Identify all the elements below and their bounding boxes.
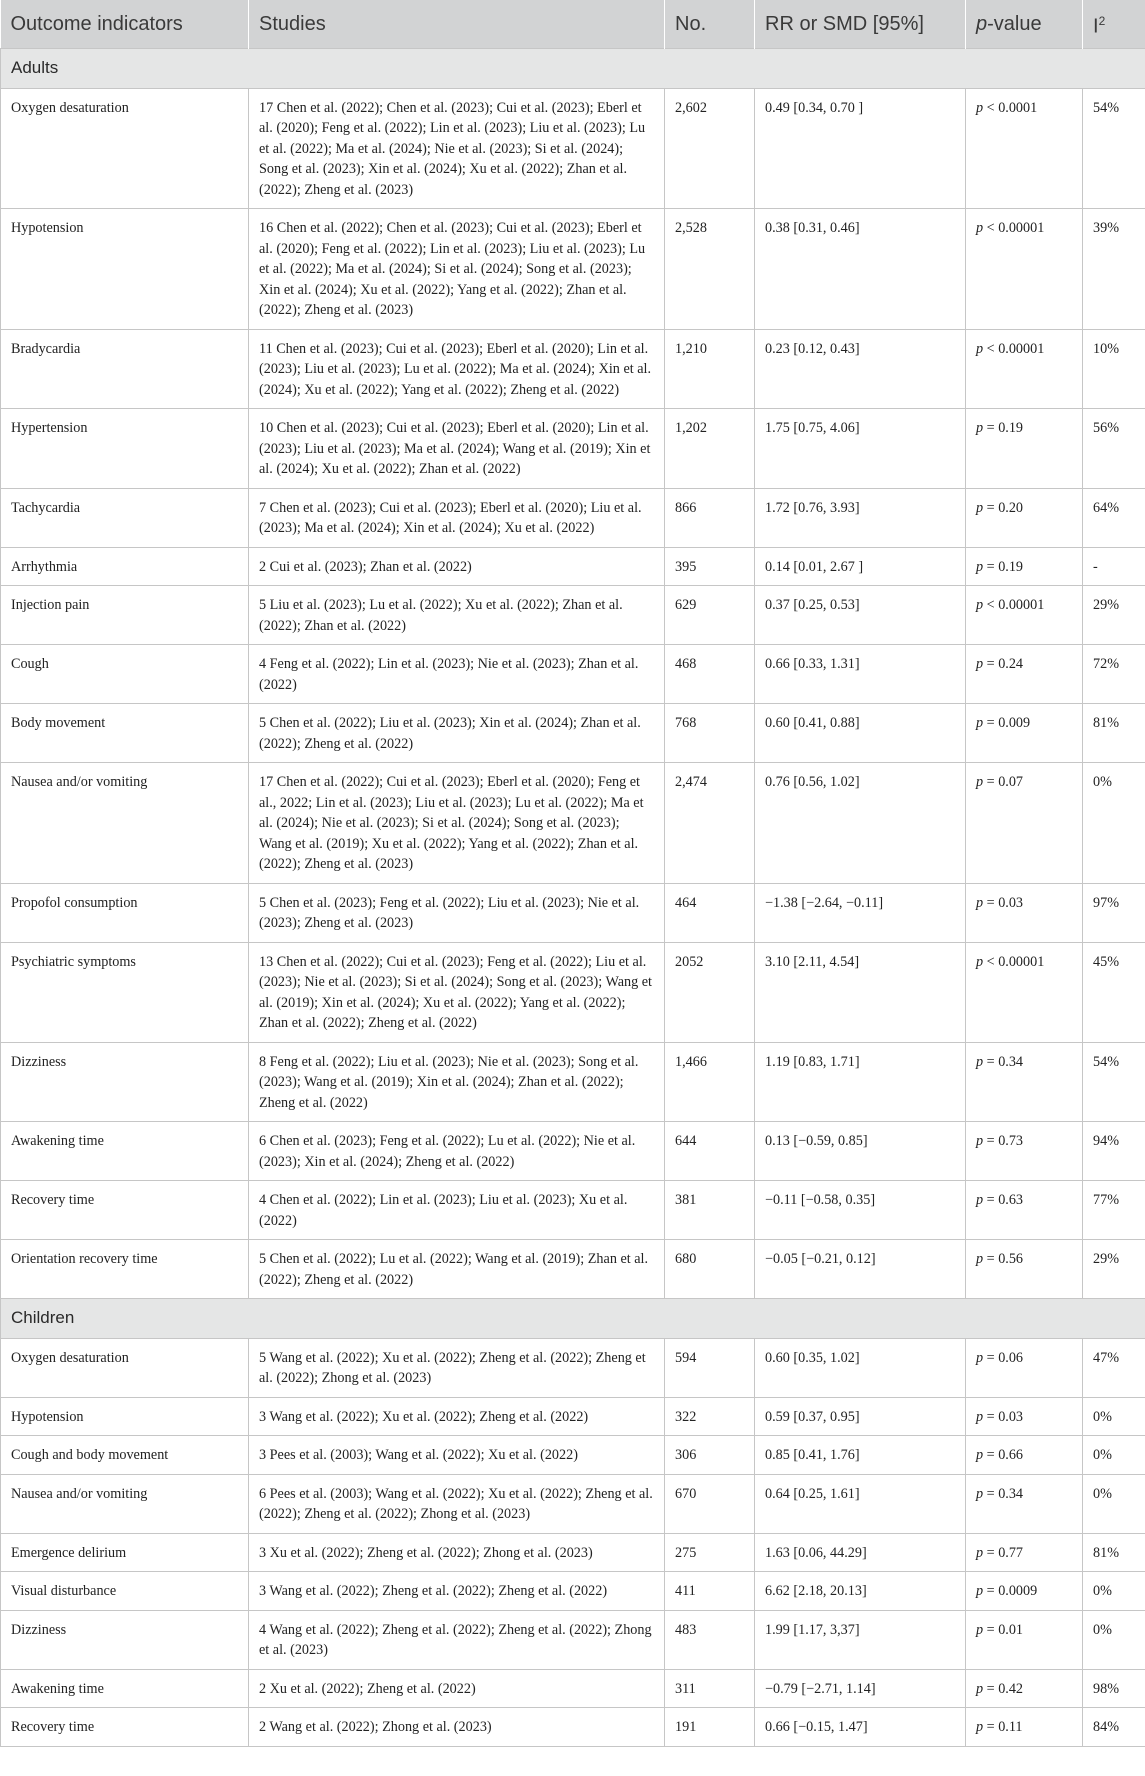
- cell-p-value: [966, 1181, 1083, 1240]
- p-letter: p: [976, 1133, 984, 1149]
- cell-i2: 94%: [1083, 1122, 1145, 1181]
- cell-p-value: [966, 645, 1083, 704]
- cell-studies: 3 Wang et al. (2022); Xu et al. (2022); Zheng et al. (2022): [249, 1397, 665, 1436]
- cell-no: 629: [665, 586, 755, 645]
- header-effect: RR or SMD [95%]: [755, 0, 966, 49]
- p-value-text: = 0.77: [983, 1544, 1024, 1561]
- cell-i2: 56%: [1083, 409, 1145, 489]
- cell-no: 1,210: [665, 329, 755, 409]
- p-value-text: < 0.00001: [983, 340, 1045, 357]
- cell-outcome: Nausea and/or vomiting: [1, 1474, 249, 1533]
- table-row: [1, 1474, 1145, 1533]
- header-p-value: [966, 0, 1083, 49]
- cell-no: 464: [665, 883, 755, 942]
- p-value-text: < 0.00001: [983, 597, 1045, 613]
- cell-outcome: Body movement: [1, 704, 249, 763]
- cell-no: 322: [665, 1397, 755, 1436]
- cell-effect: −0.05 [−0.21, 0.12]: [755, 1240, 966, 1299]
- p-letter: p: [976, 1192, 984, 1208]
- table-row: [1, 88, 1145, 209]
- cell-p-value: [966, 88, 1083, 209]
- cell-studies: 3 Pees et al. (2003); Wang et al. (2022); Xu et al. (2022): [249, 1436, 665, 1475]
- cell-i2: 72%: [1083, 645, 1145, 704]
- p-letter: p: [976, 499, 984, 516]
- p-value-text: = 0.19: [983, 420, 1024, 436]
- cell-p-value: [966, 704, 1083, 763]
- cell-outcome: Cough: [1, 645, 249, 704]
- cell-p-value: [966, 329, 1083, 409]
- cell-studies: 5 Chen et al. (2022); Lu et al. (2022); Wang et al. (2019); Zhan et al. (2022); Zheng et al. (2022): [249, 1240, 665, 1299]
- group-label: Children: [1, 1299, 1145, 1339]
- table-row: [1, 1533, 1145, 1572]
- cell-p-value: [966, 586, 1083, 645]
- cell-i2: 81%: [1083, 704, 1145, 763]
- p-letter: p: [976, 1408, 984, 1425]
- cell-i2: 45%: [1083, 942, 1145, 1042]
- cell-effect: 0.13 [−0.59, 0.85]: [755, 1122, 966, 1181]
- cell-outcome: Emergence delirium: [1, 1533, 249, 1572]
- cell-outcome: Awakening time: [1, 1122, 249, 1181]
- table-row: [1, 1572, 1145, 1611]
- cell-effect: 3.10 [2.11, 4.54]: [755, 942, 966, 1042]
- cell-no: 395: [665, 547, 755, 586]
- cell-no: 768: [665, 704, 755, 763]
- cell-studies: 4 Feng et al. (2022); Lin et al. (2023); Nie et al. (2023); Zhan et al. (2022): [249, 645, 665, 704]
- table-row: [1, 763, 1145, 884]
- cell-outcome: Tachycardia: [1, 488, 249, 547]
- header-p-italic: p: [976, 12, 988, 35]
- cell-no: 866: [665, 488, 755, 547]
- cell-i2: 84%: [1083, 1708, 1145, 1747]
- cell-effect: −0.11 [−0.58, 0.35]: [755, 1181, 966, 1240]
- cell-outcome: Hypotension: [1, 1397, 249, 1436]
- cell-effect: 6.62 [2.18, 20.13]: [755, 1572, 966, 1611]
- cell-studies: 4 Chen et al. (2022); Lin et al. (2023); Liu et al. (2023); Xu et al. (2022): [249, 1181, 665, 1240]
- cell-effect: −0.79 [−2.71, 1.14]: [755, 1669, 966, 1708]
- p-value-text: < 0.0001: [983, 99, 1038, 116]
- table-body: [1, 49, 1145, 1747]
- cell-outcome: Dizziness: [1, 1042, 249, 1122]
- cell-no: 2052: [665, 942, 755, 1042]
- cell-i2: 29%: [1083, 1240, 1145, 1299]
- header-i2-base: I: [1093, 15, 1099, 38]
- p-value-text: = 0.42: [983, 1680, 1024, 1697]
- cell-outcome: Arrhythmia: [1, 547, 249, 586]
- table-row: [1, 1610, 1145, 1669]
- cell-outcome: Orientation recovery time: [1, 1240, 249, 1299]
- cell-p-value: [966, 1240, 1083, 1299]
- group-row: [1, 1299, 1145, 1339]
- cell-i2: 0%: [1083, 1610, 1145, 1669]
- cell-p-value: [966, 1338, 1083, 1397]
- table-row: [1, 488, 1145, 547]
- p-value-text: = 0.03: [983, 1408, 1024, 1425]
- table-row: [1, 209, 1145, 330]
- header-studies: Studies: [249, 0, 665, 49]
- table-row: [1, 1436, 1145, 1475]
- p-letter: p: [976, 1621, 984, 1638]
- cell-effect: 0.66 [−0.15, 1.47]: [755, 1708, 966, 1747]
- cell-outcome: Injection pain: [1, 586, 249, 645]
- table-row: [1, 1708, 1145, 1747]
- p-letter: p: [976, 1447, 984, 1463]
- p-value-text: = 0.03: [983, 894, 1024, 911]
- table-row: [1, 645, 1145, 704]
- cell-outcome: Nausea and/or vomiting: [1, 763, 249, 884]
- cell-p-value: [966, 488, 1083, 547]
- cell-i2: 54%: [1083, 88, 1145, 209]
- cell-effect: 1.99 [1.17, 3,37]: [755, 1610, 966, 1669]
- p-value-text: = 0.73: [983, 1133, 1024, 1149]
- cell-outcome: Oxygen desaturation: [1, 1338, 249, 1397]
- cell-effect: 0.66 [0.33, 1.31]: [755, 645, 966, 704]
- cell-no: 381: [665, 1181, 755, 1240]
- cell-i2: 77%: [1083, 1181, 1145, 1240]
- p-value-text: = 0.11: [983, 1719, 1023, 1735]
- header-i2: [1083, 0, 1145, 49]
- cell-p-value: [966, 547, 1083, 586]
- cell-outcome: Cough and body movement: [1, 1436, 249, 1475]
- cell-no: 483: [665, 1610, 755, 1669]
- cell-p-value: [966, 1708, 1083, 1747]
- cell-i2: 39%: [1083, 209, 1145, 330]
- p-value-text: = 0.34: [983, 1485, 1024, 1502]
- cell-p-value: [966, 763, 1083, 884]
- table-row: [1, 942, 1145, 1042]
- p-letter: p: [976, 894, 984, 911]
- table-row: [1, 1397, 1145, 1436]
- p-value-text: = 0.20: [983, 499, 1024, 516]
- header-i2-sup: 2: [1098, 13, 1106, 28]
- p-value-text: = 0.009: [983, 715, 1031, 731]
- table-row: [1, 586, 1145, 645]
- cell-no: 2,528: [665, 209, 755, 330]
- cell-studies: 10 Chen et al. (2023); Cui et al. (2023); Eberl et al. (2020); Lin et al. (2023); Liu et al. (2023); Ma et al. (2024); Wang et al. (2019); Xin et al. (2024); Xu et al. (2022); Zhan et al. (2022): [249, 409, 665, 489]
- cell-studies: 3 Xu et al. (2022); Zheng et al. (2022); Zhong et al. (2023): [249, 1533, 665, 1572]
- cell-studies: 5 Liu et al. (2023); Lu et al. (2022); Xu et al. (2022); Zhan et al. (2022); Zhan et al. (2022): [249, 586, 665, 645]
- p-letter: p: [976, 774, 984, 790]
- cell-i2: 0%: [1083, 763, 1145, 884]
- cell-effect: −1.38 [−2.64, −0.11]: [755, 883, 966, 942]
- cell-effect: 0.64 [0.25, 1.61]: [755, 1474, 966, 1533]
- cell-effect: 0.14 [0.01, 2.67 ]: [755, 547, 966, 586]
- p-letter: p: [976, 99, 984, 116]
- header-outcome: Outcome indicators: [1, 0, 249, 49]
- cell-i2: -: [1083, 547, 1145, 586]
- cell-p-value: [966, 1572, 1083, 1611]
- cell-studies: 2 Wang et al. (2022); Zhong et al. (2023): [249, 1708, 665, 1747]
- p-letter: p: [976, 558, 984, 575]
- cell-outcome: Hypotension: [1, 209, 249, 330]
- header-p-rest: -value: [987, 12, 1042, 35]
- cell-p-value: [966, 1610, 1083, 1669]
- cell-i2: 0%: [1083, 1436, 1145, 1475]
- cell-p-value: [966, 942, 1083, 1042]
- cell-outcome: Visual disturbance: [1, 1572, 249, 1611]
- cell-p-value: [966, 209, 1083, 330]
- cell-effect: 0.85 [0.41, 1.76]: [755, 1436, 966, 1475]
- group-row: [1, 49, 1145, 89]
- cell-p-value: [966, 1397, 1083, 1436]
- cell-studies: 5 Chen et al. (2022); Liu et al. (2023); Xin et al. (2024); Zhan et al. (2022); Zheng et al. (2022): [249, 704, 665, 763]
- p-value-text: = 0.24: [983, 656, 1024, 672]
- p-letter: p: [976, 656, 984, 672]
- cell-outcome: Recovery time: [1, 1708, 249, 1747]
- cell-studies: 7 Chen et al. (2023); Cui et al. (2023); Eberl et al. (2020); Liu et al. (2023); Ma et al. (2024); Xin et al. (2024); Xu et al. (2022): [249, 488, 665, 547]
- table-row: [1, 329, 1145, 409]
- p-letter: p: [976, 220, 984, 236]
- cell-effect: 0.76 [0.56, 1.02]: [755, 763, 966, 884]
- cell-p-value: [966, 883, 1083, 942]
- cell-effect: 1.75 [0.75, 4.06]: [755, 409, 966, 489]
- cell-studies: 5 Chen et al. (2023); Feng et al. (2022); Liu et al. (2023); Nie et al. (2023); Zheng et al. (2023): [249, 883, 665, 942]
- cell-i2: 29%: [1083, 586, 1145, 645]
- cell-effect: 1.72 [0.76, 3.93]: [755, 488, 966, 547]
- table-row: [1, 1181, 1145, 1240]
- cell-studies: 8 Feng et al. (2022); Liu et al. (2023); Nie et al. (2023); Song et al. (2023); Wang et al. (2019); Xin et al. (2024); Zhan et al. (2022); Zheng et al. (2022): [249, 1042, 665, 1122]
- p-value-text: = 0.56: [983, 1251, 1024, 1267]
- table-row: [1, 1122, 1145, 1181]
- cell-effect: 0.49 [0.34, 0.70 ]: [755, 88, 966, 209]
- p-letter: p: [976, 340, 984, 357]
- p-value-text: < 0.00001: [983, 953, 1045, 970]
- p-value-text: = 0.63: [983, 1192, 1024, 1208]
- p-value-text: = 0.06: [983, 1349, 1024, 1366]
- cell-p-value: [966, 1436, 1083, 1475]
- table-row: [1, 1240, 1145, 1299]
- cell-studies: 17 Chen et al. (2022); Cui et al. (2023); Eberl et al. (2020); Feng et al., 2022; Lin et al. (2023); Liu et al. (2023); Lu et al. (2022); Ma et al. (2024); Nie et al. (2023); Si et al. (2024); Song et al. (2023); Wang et al. (2019); Xu et al. (2022); Yang et al. (2022); Zhan et al. (2022); Zheng et al. (2023): [249, 763, 665, 884]
- cell-no: 468: [665, 645, 755, 704]
- cell-no: 2,474: [665, 763, 755, 884]
- cell-i2: 10%: [1083, 329, 1145, 409]
- cell-outcome: Hypertension: [1, 409, 249, 489]
- table-row: [1, 883, 1145, 942]
- cell-studies: 6 Chen et al. (2023); Feng et al. (2022); Lu et al. (2022); Nie et al. (2023); Xin et al. (2024); Zheng et al. (2022): [249, 1122, 665, 1181]
- cell-outcome: Bradycardia: [1, 329, 249, 409]
- cell-i2: 54%: [1083, 1042, 1145, 1122]
- cell-i2: 98%: [1083, 1669, 1145, 1708]
- cell-no: 191: [665, 1708, 755, 1747]
- cell-no: 275: [665, 1533, 755, 1572]
- table-row: [1, 1042, 1145, 1122]
- p-letter: p: [976, 1680, 984, 1697]
- cell-outcome: Awakening time: [1, 1669, 249, 1708]
- p-letter: p: [976, 953, 984, 970]
- cell-effect: 0.23 [0.12, 0.43]: [755, 329, 966, 409]
- p-value-text: = 0.07: [983, 774, 1024, 790]
- cell-no: 644: [665, 1122, 755, 1181]
- cell-effect: 0.37 [0.25, 0.53]: [755, 586, 966, 645]
- cell-p-value: [966, 1669, 1083, 1708]
- p-letter: p: [976, 1544, 984, 1561]
- cell-i2: 97%: [1083, 883, 1145, 942]
- cell-studies: 5 Wang et al. (2022); Xu et al. (2022); Zheng et al. (2022); Zheng et al. (2022); Zhong et al. (2023): [249, 1338, 665, 1397]
- cell-outcome: Oxygen desaturation: [1, 88, 249, 209]
- cell-studies: 2 Cui et al. (2023); Zhan et al. (2022): [249, 547, 665, 586]
- cell-no: 2,602: [665, 88, 755, 209]
- cell-no: 411: [665, 1572, 755, 1611]
- cell-p-value: [966, 1474, 1083, 1533]
- cell-studies: 11 Chen et al. (2023); Cui et al. (2023); Eberl et al. (2020); Lin et al. (2023); Liu et al. (2023); Lu et al. (2022); Ma et al. (2024); Xin et al. (2024); Xu et al. (2022); Yang et al. (2022); Zheng et al. (2022): [249, 329, 665, 409]
- header-no: No.: [665, 0, 755, 49]
- p-letter: p: [976, 715, 984, 731]
- cell-no: 594: [665, 1338, 755, 1397]
- header-row: [1, 0, 1145, 49]
- p-value-text: < 0.00001: [983, 220, 1045, 236]
- cell-no: 670: [665, 1474, 755, 1533]
- cell-effect: 1.19 [0.83, 1.71]: [755, 1042, 966, 1122]
- cell-studies: 16 Chen et al. (2022); Chen et al. (2023); Cui et al. (2023); Eberl et al. (2020); Feng et al. (2022); Lin et al. (2023); Liu et al. (2023); Lu et al. (2022); Ma et al. (2024); Si et al. (2024); Song et al. (2023); Xin et al. (2024); Xu et al. (2022); Yang et al. (2022); Zhan et al. (2022); Zheng et al. (2023): [249, 209, 665, 330]
- cell-studies: 17 Chen et al. (2022); Chen et al. (2023); Cui et al. (2023); Eberl et al. (2020); Feng et al. (2022); Lin et al. (2023); Liu et al. (2023); Lu et al. (2022); Ma et al. (2024); Nie et al. (2023); Si et al. (2024); Song et al. (2023); Xin et al. (2024); Xu et al. (2022); Zhan et al. (2022); Zheng et al. (2023): [249, 88, 665, 209]
- cell-no: 311: [665, 1669, 755, 1708]
- cell-studies: 4 Wang et al. (2022); Zheng et al. (2022); Zheng et al. (2022); Zhong et al. (2023): [249, 1610, 665, 1669]
- cell-outcome: Propofol consumption: [1, 883, 249, 942]
- cell-effect: 0.38 [0.31, 0.46]: [755, 209, 966, 330]
- table-row: [1, 409, 1145, 489]
- cell-p-value: [966, 1122, 1083, 1181]
- table-row: [1, 1669, 1145, 1708]
- p-letter: p: [976, 1053, 984, 1070]
- cell-outcome: Psychiatric symptoms: [1, 942, 249, 1042]
- cell-no: 1,466: [665, 1042, 755, 1122]
- cell-i2: 64%: [1083, 488, 1145, 547]
- cell-no: 1,202: [665, 409, 755, 489]
- cell-i2: 0%: [1083, 1397, 1145, 1436]
- cell-effect: 0.60 [0.41, 0.88]: [755, 704, 966, 763]
- group-label: Adults: [1, 49, 1145, 89]
- cell-studies: 3 Wang et al. (2022); Zheng et al. (2022); Zheng et al. (2022): [249, 1572, 665, 1611]
- p-letter: p: [976, 1583, 984, 1599]
- cell-no: 680: [665, 1240, 755, 1299]
- cell-studies: 2 Xu et al. (2022); Zheng et al. (2022): [249, 1669, 665, 1708]
- cell-i2: 0%: [1083, 1572, 1145, 1611]
- cell-p-value: [966, 1042, 1083, 1122]
- table-row: [1, 704, 1145, 763]
- p-letter: p: [976, 597, 984, 613]
- p-letter: p: [976, 1719, 984, 1735]
- cell-p-value: [966, 409, 1083, 489]
- cell-effect: 0.60 [0.35, 1.02]: [755, 1338, 966, 1397]
- cell-outcome: Dizziness: [1, 1610, 249, 1669]
- cell-effect: 0.59 [0.37, 0.95]: [755, 1397, 966, 1436]
- p-letter: p: [976, 1485, 984, 1502]
- cell-i2: 81%: [1083, 1533, 1145, 1572]
- cell-i2: 47%: [1083, 1338, 1145, 1397]
- table-header: [1, 0, 1145, 49]
- p-letter: p: [976, 420, 984, 436]
- p-letter: p: [976, 1251, 984, 1267]
- p-value-text: = 0.19: [983, 558, 1024, 575]
- cell-effect: 1.63 [0.06, 44.29]: [755, 1533, 966, 1572]
- cell-studies: 6 Pees et al. (2003); Wang et al. (2022); Xu et al. (2022); Zheng et al. (2022); Zheng et al. (2022); Zhong et al. (2023): [249, 1474, 665, 1533]
- table-row: [1, 1338, 1145, 1397]
- table-row: [1, 547, 1145, 586]
- p-value-text: = 0.0009: [983, 1583, 1038, 1599]
- cell-outcome: Recovery time: [1, 1181, 249, 1240]
- p-value-text: = 0.66: [983, 1447, 1024, 1463]
- p-letter: p: [976, 1349, 984, 1366]
- cell-studies: 13 Chen et al. (2022); Cui et al. (2023); Feng et al. (2022); Liu et al. (2023); Nie et al. (2023); Si et al. (2024); Song et al. (2023); Wang et al. (2019); Xin et al. (2024); Xu et al. (2022); Yang et al. (2022); Zhan et al. (2022); Zheng et al. (2022): [249, 942, 665, 1042]
- cell-i2: 0%: [1083, 1474, 1145, 1533]
- p-value-text: = 0.34: [983, 1053, 1024, 1070]
- cell-p-value: [966, 1533, 1083, 1572]
- p-value-text: = 0.01: [983, 1621, 1024, 1638]
- cell-no: 306: [665, 1436, 755, 1475]
